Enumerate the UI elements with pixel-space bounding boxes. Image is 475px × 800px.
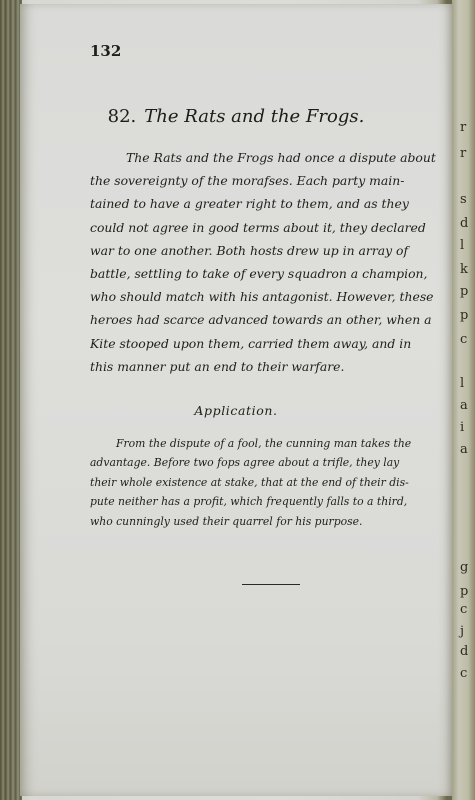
fable-line: Kite stooped upon them, carried them away, and in: [90, 335, 412, 351]
moral-line: their whole existence at stake, that at the end of their dis-: [90, 475, 409, 489]
fable-line: could not agree in good terms about it, they declared: [90, 219, 426, 235]
fable-line: this manner put an end to their warfare.: [90, 358, 345, 374]
next-page-fragment: a: [460, 398, 468, 413]
fable-line: The Rats and the Frogs had once a dispute about: [126, 150, 436, 165]
next-page-fragment: i: [460, 420, 465, 435]
next-page-fragment: p: [460, 308, 469, 323]
end-rule: [242, 584, 300, 585]
moral-line: From the dispute of a fool, the cunning man takes the: [116, 437, 412, 450]
next-page-fragment: d: [460, 216, 469, 231]
page-number: 132: [90, 42, 122, 60]
book-gutter: [0, 0, 22, 800]
next-page-fragment: j: [460, 624, 465, 639]
moral-line: advantage. Before two fops agree about a trifle, they lay: [90, 456, 400, 470]
next-page-fragment: k: [460, 262, 468, 277]
fable-line: heroes had scarce advanced towards an other, when a: [90, 312, 432, 328]
next-page-fragment: s: [460, 192, 467, 207]
next-page-fragment: a: [460, 442, 468, 457]
fable-line: battle, settling to take of every squadron a champion,: [90, 265, 428, 281]
next-page-fragment: g: [460, 560, 469, 575]
fable-title: [20, 106, 452, 127]
next-page-edge: [452, 0, 475, 800]
next-page-fragment: c: [460, 602, 468, 617]
moral-line: who cunningly used their quarrel for his purpose.: [90, 514, 363, 528]
fable-text: [90, 146, 452, 378]
application-heading: Application.: [194, 403, 278, 418]
fable-line: tained to have a greater right to them, and as they: [90, 196, 409, 212]
next-page-fragment: l: [460, 376, 465, 391]
next-page-fragment: p: [460, 584, 469, 599]
next-page-fragment: c: [460, 332, 468, 347]
fable-line: the sovereignty of the morafses. Each party main-: [90, 173, 405, 189]
fable-name: The Rats and the Frogs.: [144, 106, 365, 127]
next-page-fragment: d: [460, 644, 469, 659]
next-page-fragment: c: [460, 666, 468, 681]
next-page-fragment: l: [460, 238, 465, 253]
book-page: [20, 4, 452, 796]
fable-number: 82.: [107, 106, 137, 127]
next-page-fragment: p: [460, 284, 469, 299]
next-page-fragment: r: [460, 120, 467, 135]
fable-line: who should match with his antagonist. However, these: [90, 289, 434, 305]
next-page-fragment: r: [460, 146, 467, 161]
moral-text: [90, 434, 452, 531]
moral-line: pute neither has a profit, which frequently falls to a third,: [90, 495, 408, 509]
fable-line: war to one another. Both hosts drew up in array of: [90, 242, 409, 258]
